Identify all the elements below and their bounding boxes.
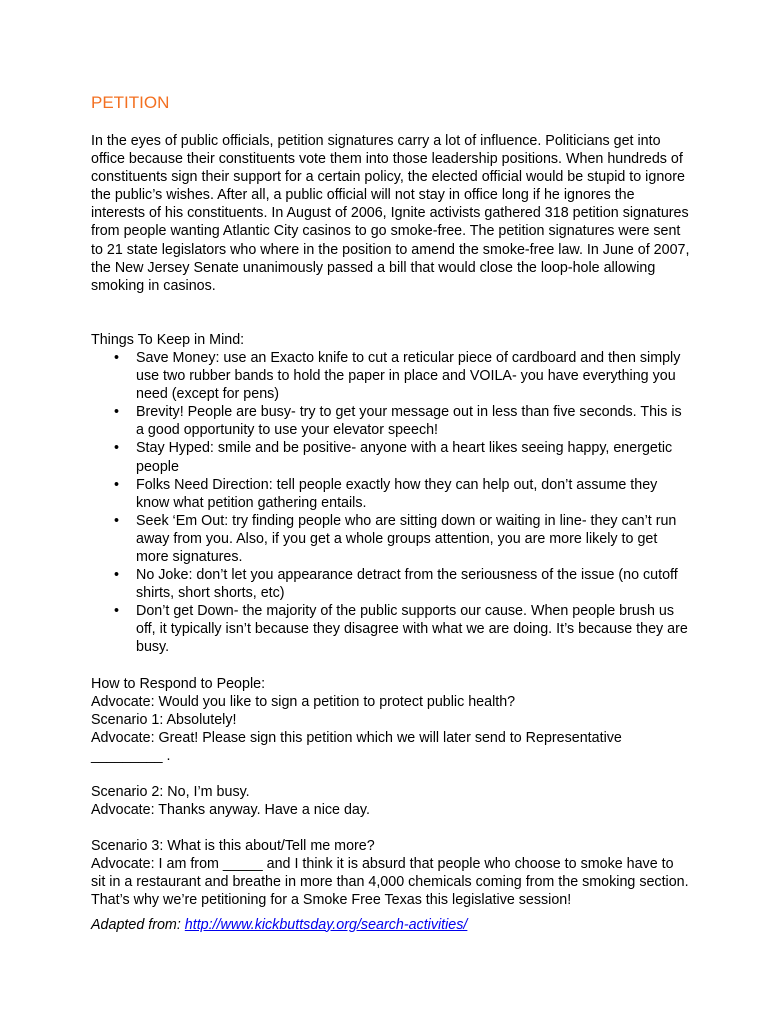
scenario-2-reply: Advocate: Thanks anyway. Have a nice day. [91, 802, 370, 819]
adapted-label: Adapted from: [91, 916, 185, 933]
respond-section [91, 675, 691, 910]
bullet-icon: • [114, 603, 120, 620]
tips-list [91, 349, 691, 657]
scenario-3: Scenario 3: What is this about/Tell me more? [91, 838, 375, 855]
list-item [114, 439, 691, 475]
source-link[interactable]: http://www.kickbuttsday.org/search-activities/ [184, 916, 468, 933]
bullet-icon: • [114, 476, 120, 493]
spacer [91, 765, 691, 783]
bullet-icon: • [114, 404, 120, 421]
scenario-2: Scenario 2: No, I’m busy. [91, 784, 250, 800]
tip-text: Don’t get Down- the majority of the public supports our cause. When people brush us off, it typically isn’t because they disagree with what we are doing. It’s because they are busy. [136, 603, 688, 656]
list-item [114, 512, 691, 566]
tip-text: Save Money: use an Exacto knife to cut a reticular piece of cardboard and then simply use two rubber bands to hold the paper in place and VOILA- you have everything you need (except for pens) [136, 349, 681, 403]
advocate-opening: Advocate: Would you like to sign a petition to protect public health? [91, 693, 516, 710]
adapted-from [91, 916, 691, 934]
list-item [114, 602, 691, 656]
scenario-1: Scenario 1: Absolutely! [91, 711, 237, 728]
list-item [114, 403, 691, 439]
spacer [91, 819, 691, 837]
tip-text: Brevity! People are busy- try to get your message out in less than five seconds. This is a good opportunity to use your elevator speech! [136, 404, 682, 439]
respond-heading: How to Respond to People: [91, 675, 266, 692]
tip-text: Stay Hyped: smile and be positive- anyone with a heart likes seeing happy, energetic people [136, 440, 673, 475]
tip-text: No Joke: don’t let you appearance detract from the seriousness of the issue (no cutoff shirts, short shorts, etc) [136, 567, 678, 602]
list-item [114, 566, 691, 602]
tip-text: Seek ‘Em Out: try finding people who are sitting down or waiting in line- they can’t run away from you. Also, if you get a whole groups attention, you are more likely to get more signatures. [136, 512, 677, 565]
bullet-icon: • [114, 567, 120, 584]
intro-paragraph: In the eyes of public officials, petition signatures carry a lot of influence. Politicians get into office because their constituents vote them into those leadership positions. When hundreds of constituents sign their support for a certain policy, the elected official would be stupid to ignore the public’s wishes. After all, a public official will not stay in office long if he ignores the interests of his constituents. In August of 2006, Ignite activists gathered 318 petition signatures from people wanting Atlantic City casinos to go smoke-free. The petition signatures were sent to 21 state legislators who where in the position to amend the smoke-free law. In June of 2007, the New Jersey Senate unanimously passed a bill that would close the loop-hole allowing smoking in casinos. [91, 133, 690, 294]
document-page [91, 93, 691, 934]
bullet-icon: • [114, 349, 120, 366]
bullet-icon: • [114, 440, 120, 457]
tip-text: Folks Need Direction: tell people exactly how they can help out, don’t assume they know what petition gathering entails. [136, 476, 658, 511]
document-title: PETITION [91, 93, 170, 112]
keep-in-mind-heading: Things To Keep in Mind: [91, 331, 245, 348]
bullet-icon: • [114, 512, 120, 529]
scenario-3-reply: Advocate: I am from _____ and I think it is absurd that people who choose to smoke have to sit in a restaurant and breathe in more than 4,000 chemicals coming from the smoking section. That’s why we’re petitioning for a Smoke Free Texas this legislative session! [91, 856, 689, 909]
list-item [114, 476, 691, 512]
scenario-1-reply: Advocate: Great! Please sign this petition which we will later send to Representative _________ . [91, 729, 622, 764]
list-item [114, 349, 691, 403]
